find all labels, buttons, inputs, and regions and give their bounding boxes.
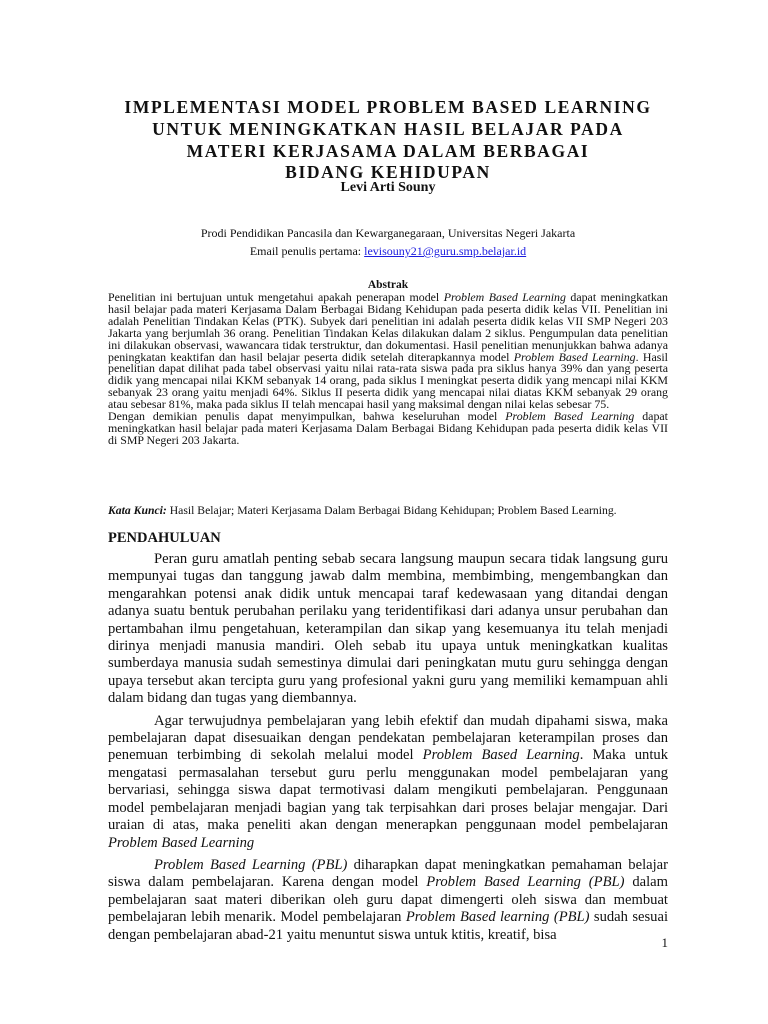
- title-line: UNTUK MENINGKATKAN HASIL BELAJAR PADA: [152, 118, 624, 139]
- title-line: MATERI KERJASAMA DALAM BERBAGAI: [186, 140, 590, 161]
- title-line: BIDANG KEHIDUPAN: [285, 162, 491, 183]
- email-link[interactable]: levisouny21@guru.smp.belajar.id: [364, 244, 527, 258]
- text-run: Penelitian ini bertujuan untuk mengetahui apakah penerapan model: [108, 290, 444, 304]
- italic-term: Problem Based Learning: [505, 409, 635, 424]
- body-paragraph: [108, 713, 668, 852]
- abstract-heading: Abstrak: [367, 279, 409, 291]
- author-name: Levi Arti Souny: [340, 180, 436, 195]
- body-text: [108, 551, 668, 949]
- affiliation: Prodi Pendidikan Pancasila dan Kewarganegaraan, Universitas Negeri Jakarta: [200, 226, 576, 240]
- body-paragraph: [108, 857, 668, 944]
- body-paragraph: Peran guru amatlah penting sebab secara langsung maupun secara tidak langsung guru mempunyai tugas dan tanggung jawab dalm membina, membimbing, mengembangkan dan mengarahkan potensi anak didik untuk mencapai taraf kedewasaan yang ditandai dengan adanya suatu bentuk perubahan perilaku yang teridentifikasi dari adanya unsur perubahan dan pertambahan ilmu pengetahuan, keterampilan dan sikap yang kesemuanya itu telah menjadi dirinya menjadi manusia mandiri. Oleh sebab itu upaya untuk meningkatkan kualitas sumberdaya manusia sudah semestinya dimulai dari peningkatan mutu guru sehingga dengan upaya tersebut akan tercipta guru yang profesional yakni guru yang memiliki kemampuan ahli dalam bidang dan tugas yang diembannya.: [108, 551, 668, 707]
- title-line: IMPLEMENTASI MODEL PROBLEM BASED LEARNING: [124, 97, 652, 117]
- abstract-paragraph: [108, 411, 668, 447]
- keywords-label: Kata Kunci:: [108, 504, 167, 517]
- text-run: Agar terwujudnya pembelajaran yang lebih efektif dan mudah dipahami siswa, maka pembelajaran dapat disesuaikan dengan pendekatan pembelajaran keterampilan proses dan penemuan terbimbing di sekolah melalui model: [108, 712, 668, 764]
- italic-term: Problem Based Learning (PBL): [426, 874, 625, 891]
- section-heading: PENDAHULUAN: [108, 530, 221, 546]
- abstract-text: [108, 292, 668, 447]
- text-run: dapat meningkatkan hasil belajar pada materi Kerjasama Dalam Berbagai Bidang Kehidupan pada peserta didik kelas VII di SMP Negeri 203 Jakarta.: [108, 409, 668, 447]
- italic-term: Problem Based Learning: [422, 747, 580, 764]
- text-run: . Hasil penelitian dapat dilihat pada tabel observasi yaitu nilai rata-rata siswa pada pra siklus hanya 39% dan yang peserta didik yang mencapai nilai KKM sebanyak 14 orang, pada siklus I meningkat peserta didik yang mencapi nilai KKM sebanyak 23 orang yaitu menjadi 64%. Siklus II peserta didik yang mencapai nilai diatas KKM sebanyak 29 orang atau sebesar 81%, maka pada siklus II telah mencapai hasil yang maksimal dengan nilai kelas sebesar 75.: [108, 349, 668, 412]
- italic-term: Problem Based Learning (PBL): [154, 856, 348, 873]
- paper-title: [100, 97, 676, 184]
- keywords-list: Hasil Belajar; Materi Kerjasama Dalam Berbagai Bidang Kehidupan; Problem Based Learning.: [166, 504, 617, 517]
- abstract-paragraph: [108, 292, 668, 411]
- affiliation-block: [100, 224, 676, 260]
- text-run: dalam pembelajaran saat materi diberikan oleh guru dapat dimengerti oleh siswa dan membuat pembelajaran lebih menarik. Model pembelajaran: [108, 874, 668, 926]
- text-run: sudah sesuai dengan pembelajaran abad-21 yaitu menuntut siswa untuk ktitis, kreatif, bisa: [108, 909, 668, 943]
- keywords-line: [108, 504, 673, 517]
- email-label: Email penulis pertama:: [249, 244, 365, 258]
- text-run: diharapkan dapat meningkatkan pemahaman belajar siswa dalam pembelajaran. Karena dengan model: [108, 856, 668, 891]
- text-run: Dengan demikian penulis dapat menyimpulkan, bahwa keseluruhan model: [108, 409, 506, 424]
- text-run: . Maka untuk mengatasi permasalahan tersebut guru perlu menggunakan model pembelajaran yang bervariasi, sehingga siswa dapat termotivasi dalam mengikuti pembelajaran. Penggunaan model pembelajaran menjadi bagian yang tak terpisahkan dari proses belajar mengajar. Dari uraian di atas, maka peneliti akan dengan menerapkan penggunaan model pembelajaran: [108, 747, 668, 834]
- italic-term: Problem Based Learning: [443, 290, 566, 304]
- italic-term: Problem Based Learning: [108, 834, 255, 851]
- page-number: 1: [661, 935, 668, 950]
- email-line: [100, 242, 676, 260]
- text-run: dapat meningkatkan hasil belajar pada materi Kerjasama Dalam Berbagai Bidang Kehidupan pada peserta didik kelas VII. Penelitian ini adalah Penelitian Tindakan Kelas (PTK). Subyek dari penelitian ini adalah peserta didik kelas VII SMP Negeri 203 Jakarta yang berjumlah 36 orang. Penelitian Tindakan Kelas dilakukan dalam 2 siklus. Pengumpulan data penelitian ini dilakukan observasi, wawancara tidak terstruktur, dan dokumentasi. Hasil penelitian menunjukkan bahwa adanya peningkatan keaktifan dan hasil belajar peserta didik setelah diterapkannya model: [108, 290, 668, 364]
- italic-term: Problem Based Learning: [513, 349, 636, 364]
- italic-term: Problem Based learning (PBL): [405, 909, 590, 926]
